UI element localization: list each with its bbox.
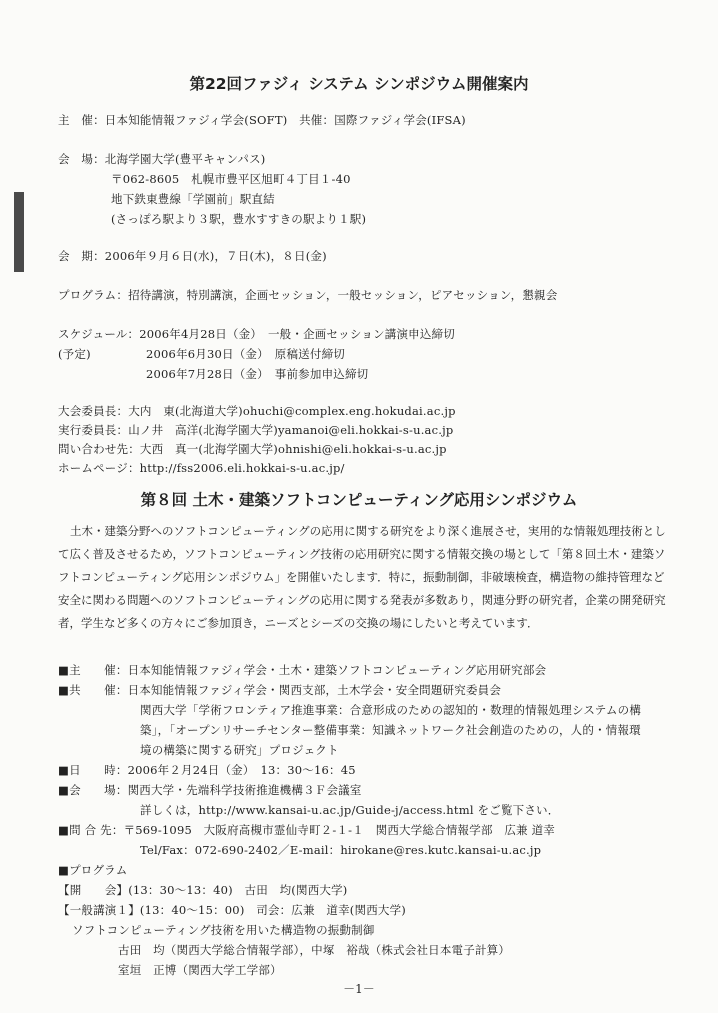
symposium8-intro-paragraph: 土木・建築分野へのソフトコンピューティングの応用に関する研究をより深く進展させ，実用的な情報処理技術として広く普及させるため，ソフトコンピューティング技術の応用研究に関する情報交換の場として「第８回土木・建築ソフトコンピューティング応用シンポジウム」を開催いたします．特に，振動制御，非破壊検査，構造物の維持管理など安全に関わる問題へのソフトコンピューティングの応用に関する発表が多数あり，関連分野の研究者，企業の開発研究者，学生など多くの方々にご参加頂き，ニーズとシーズの交換の場にしたいと考えています． [58, 524, 666, 630]
symposium8-detail-line: 詳しくは，http://www.kansai-u.ac.jp/Guide-j/access.html をご覧下さい． [140, 803, 560, 817]
symposium8-detail-line: 境の構築に関する研究」プロジェクト [140, 743, 339, 757]
symposium8-program-line: 【一般講演１】(13：40～15：00) 司会：広兼 道幸(関西大学) [58, 903, 406, 917]
symposium8-detail-line: ■主 催：日本知能情報ファジィ学会・土木・建築ソフトコンピューティング応用研究部会 [58, 663, 547, 677]
symposium8-title: 第８回 土木・建築ソフトコンピューティング応用シンポジウム [140, 491, 578, 509]
page-number: －1－ [343, 982, 375, 996]
symposium22-schedule-line: 2006年7月28日（金） 事前参加申込締切 [146, 367, 369, 381]
symposium22-schedule-line: 2006年6月30日（金） 原稿送付締切 [146, 347, 345, 361]
symposium22-period: 会 期：2006年９月６日(水)，７日(木)，８日(金) [58, 249, 327, 263]
symposium22-title: 第22回ファジィ システム シンポジウム開催案内 [189, 75, 529, 93]
symposium22-contact: 実行委員長：山ノ井 高洋(北海学園大学)yamanoi@eli.hokkai-s-u.ac.jp [58, 423, 454, 437]
symposium8-detail-line: Tel/Fax：072-690-2402／E-mail：hirokane@res.kutc.kansai-u.ac.jp [140, 843, 542, 857]
symposium22-contact: 問い合わせ先：大西 真一(北海学園大学)ohnishi@eli.hokkai-s-u.ac.jp [58, 442, 447, 456]
symposium22-venue-line: 地下鉄東豊線「学園前」駅直結 [111, 192, 275, 206]
symposium8-detail-line: ■会 場：関西大学・先端科学技術推進機構３Ｆ会議室 [58, 783, 362, 797]
symposium22-venue-line: 〒062-8605 札幌市豊平区旭町４丁目１-40 [111, 172, 351, 186]
symposium8-program-line: 室垣 正博（関西大学工学部） [118, 963, 282, 977]
page-edge-mark [14, 192, 24, 272]
symposium8-program-line: 【開 会】(13：30～13：40) 古田 均(関西大学) [58, 883, 348, 897]
symposium8-detail-line: ■問 合 先：〒569-1095 大阪府高槻市霊仙寺町２-１-１ 関西大学総合情報学部 広兼 道幸 [58, 823, 556, 837]
symposium22-contact: 大会委員長：大内 東(北海道大学)ohuchi@complex.eng.hokudai.ac.jp [58, 404, 456, 418]
symposium8-program-line: ソフトコンピューティング技術を用いた構造物の振動制御 [72, 923, 375, 937]
symposium22-venue-line: (さっぽろ駅より３駅，豊水すすきの駅より１駅) [111, 212, 367, 226]
symposium22-schedule-label: (予定) [58, 347, 91, 361]
symposium22-schedule-line: スケジュール：2006年4月28日（金） 一般・企画セッション講演申込締切 [58, 327, 455, 341]
symposium8-detail-line: ■日 時：2006年２月24日（金） 13：30～16：45 [58, 763, 356, 777]
symposium22-venue-line: 会 場：北海学園大学(豊平キャンパス) [58, 152, 266, 166]
symposium8-detail-line: 築」，「オープンリサーチセンター整備事業：知識ネットワーク社会創造のための，人的・情報環 [140, 723, 641, 737]
symposium8-detail-line: 関西大学「学術フロンティア推進事業：合意形成のための認知的・数理的情報処理システムの構 [140, 703, 642, 717]
symposium8-program-heading: ■プログラム [58, 863, 128, 877]
symposium8-program-line: 古田 均（関西大学総合情報学部），中塚 裕哉（株式会社日本電子計算） [118, 943, 511, 957]
symposium22-organizer: 主 催：日本知能情報ファジィ学会(SOFT) 共催：国際ファジィ学会(IFSA) [58, 113, 466, 127]
symposium22-homepage: ホームページ：http://fss2006.eli.hokkai-s-u.ac.jp/ [58, 461, 345, 475]
symposium22-program: プログラム：招待講演，特別講演，企画セッション，一般セッション，ピアセッション，懇親会 [58, 288, 558, 302]
symposium8-detail-line: ■共 催：日本知能情報ファジィ学会・関西支部，土木学会・安全問題研究委員会 [58, 683, 502, 697]
